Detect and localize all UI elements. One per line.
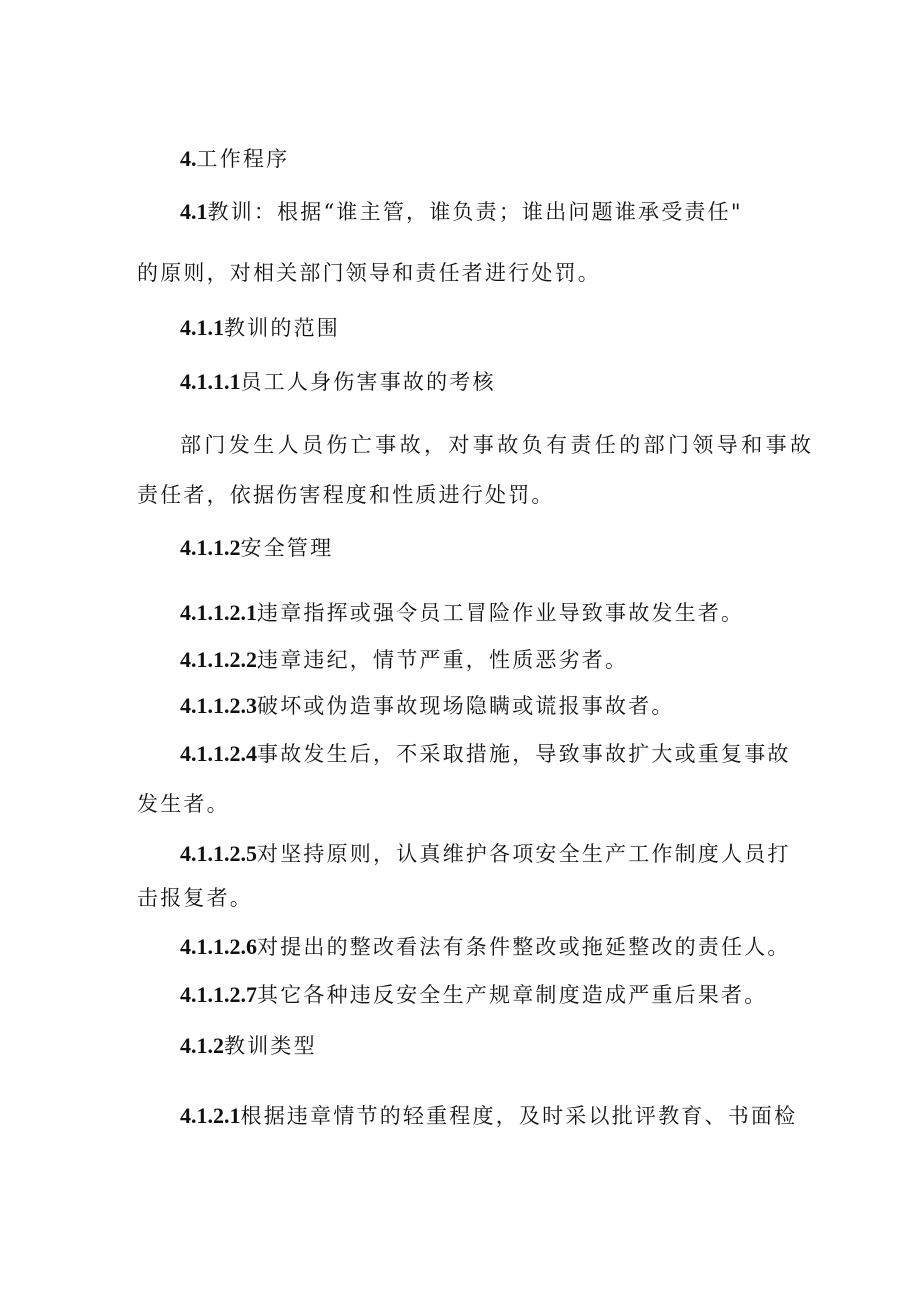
section-number: 4.1.1 (180, 315, 224, 340)
item-number: 4.1.1.2.5 (180, 841, 257, 866)
heading-4-1-1-2 (0, 534, 920, 562)
item-text: 根据违章情节的轻重程度，及时采以批评教育、书面检 (240, 1104, 798, 1128)
item-4-1-1-2-6 (0, 933, 920, 961)
section-title: 工作程序 (196, 147, 290, 171)
item-text: 破坏或伪造事故现场隐瞒或谎报事故者。 (257, 694, 675, 718)
item-text: 事故发生后，不采取措施，导致事故扩大或重复事故 (257, 742, 791, 766)
paragraph-injury-continued (0, 481, 920, 509)
item-text: 对坚持原则，认真维护各项安全生产工作制度人员打 (257, 842, 791, 866)
item-4-1-1-2-4-continued (0, 790, 920, 818)
item-number: 4.1.1.2.3 (180, 693, 257, 718)
heading-4-1-1-1 (0, 368, 920, 396)
item-4-1-1-2-4 (0, 740, 920, 768)
item-4-1-1-2-1 (0, 599, 920, 627)
item-4-1-1-2-2 (0, 646, 920, 674)
item-number: 4.1.1.2.7 (180, 982, 257, 1007)
section-number: 4.1.2 (180, 1033, 224, 1058)
section-title: 员工人身伤害事故的考核 (240, 370, 496, 394)
item-text: 其它各种违反安全生产规章制度造成严重后果者。 (257, 983, 768, 1007)
heading-4 (0, 145, 920, 173)
section-number: 4.1.1.2 (180, 535, 241, 560)
item-text: 击报复者。 (137, 886, 253, 910)
item-number: 4.1.2.1 (180, 1103, 241, 1128)
item-4-1-1-2-5-continued (0, 884, 920, 912)
paragraph-text: 部门发生人员伤亡事故，对事故负有责任的部门领导和事故 (180, 433, 815, 457)
paragraph-text: 责任者，依据伤害程度和性质进行处罚。 (137, 483, 555, 507)
section-title: 教训的范围 (224, 316, 340, 340)
item-text: 违章指挥或强令员工冒险作业导致事故发生者。 (257, 601, 745, 625)
item-text: 对提出的整改看法有条件整改或拖延整改的责任人。 (257, 935, 791, 959)
paragraph-text: 的原则，对相关部门领导和责任者进行处罚。 (137, 261, 601, 285)
item-number: 4.1.1.2.2 (180, 647, 257, 672)
paragraph-text: 教训：根据“谁主管，谁负责；谁出问题谁承受责任" (207, 200, 743, 224)
section-title: 教训类型 (224, 1034, 317, 1058)
paragraph-4-1-continued (0, 259, 920, 287)
item-4-1-1-2-3 (0, 692, 920, 720)
item-number: 4.1.1.2.6 (180, 934, 257, 959)
item-number: 4.1.1.2.4 (180, 741, 257, 766)
paragraph-4-1 (0, 198, 920, 226)
item-4-1-1-2-5 (0, 840, 920, 868)
heading-4-1-2 (0, 1032, 920, 1060)
paragraph-injury (0, 431, 920, 459)
heading-4-1-1 (0, 314, 920, 342)
item-number: 4.1.1.2.1 (180, 600, 257, 625)
item-4-1-1-2-7 (0, 981, 920, 1009)
section-number: 4. (180, 146, 197, 171)
section-number: 4.1 (180, 199, 208, 224)
section-number: 4.1.1.1 (180, 369, 241, 394)
item-4-1-2-1 (0, 1102, 920, 1130)
item-text: 违章违纪，情节严重，性质恶劣者。 (257, 648, 629, 672)
section-title: 安全管理 (240, 536, 334, 560)
item-text: 发生者。 (137, 792, 230, 816)
